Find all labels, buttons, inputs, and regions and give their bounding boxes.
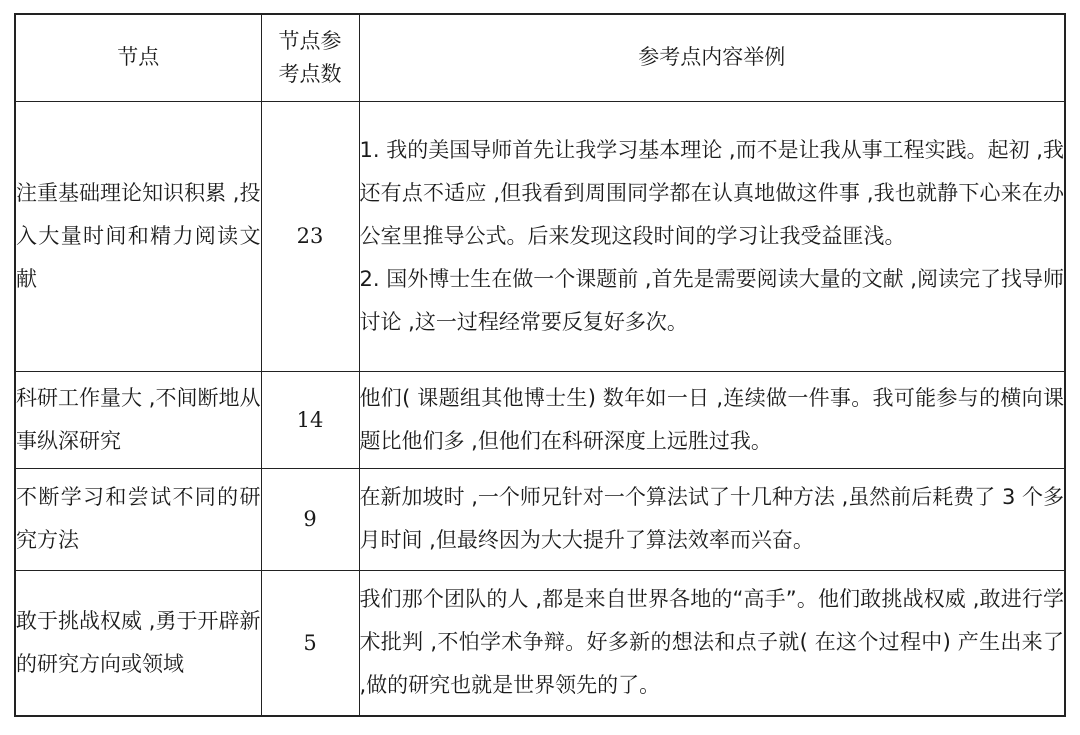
example-cell [359,371,1065,468]
header-example: 参考点内容举例 [359,14,1065,101]
reference-table [14,13,1066,717]
count-cell: 14 [261,371,359,468]
node-cell: 不断学习和尝试不同的研究方法 [15,468,261,570]
count-cell: 9 [261,468,359,570]
node-cell: 敢于挑战权威 ,勇于开辟新的研究方向或领域 [15,570,261,716]
example-item: 他们( 课题组其他博士生) 数年如一日 ,连续做一件事。我可能参与的横向课题比他们多 ,但他们在科研深度上远胜过我。 [359,385,1064,453]
example-cell [359,570,1065,716]
node-cell: 注重基础理论知识积累 ,投入大量时间和精力阅读文献 [15,101,261,371]
example-item: 我们那个团队的人 ,都是来自世界各地的“高手”。他们敢挑战权威 ,敢进行学术批判 ,不怕学术争辩。好多新的想法和点子就( 在这个过程中) 产生出来了 ,做的研究也就是世界领先的了。 [359,587,1064,698]
count-cell: 5 [261,570,359,716]
header-count: 节点参考点数 [261,14,359,101]
header-row [15,14,1065,101]
example-item: 1. 我的美国导师首先让我学习基本理论 ,而不是让我从事工程实践。起初 ,我还有点不适应 ,但我看到周围同学都在认真地做这件事 ,我也就静下心来在办公室里推导公式。后来发现这段时间的学习让我受益匪浅。 [359,137,1064,248]
table-row [15,371,1065,468]
count-cell: 23 [261,101,359,371]
example-cell [359,101,1065,371]
table-row [15,468,1065,570]
example-item: 在新加坡时 ,一个师兄针对一个算法试了十几种方法 ,虽然前后耗费了 3 个多月时间 ,但最终因为大大提升了算法效率而兴奋。 [359,485,1064,552]
table-row [15,570,1065,716]
header-node: 节点 [15,14,261,101]
example-cell [359,468,1065,570]
table-row [15,101,1065,371]
example-item: 2. 国外博士生在做一个课题前 ,首先是需要阅读大量的文献 ,阅读完了找导师讨论 ,这一过程经常要反复好多次。 [359,266,1064,334]
node-cell: 科研工作量大 ,不间断地从事纵深研究 [15,371,261,468]
